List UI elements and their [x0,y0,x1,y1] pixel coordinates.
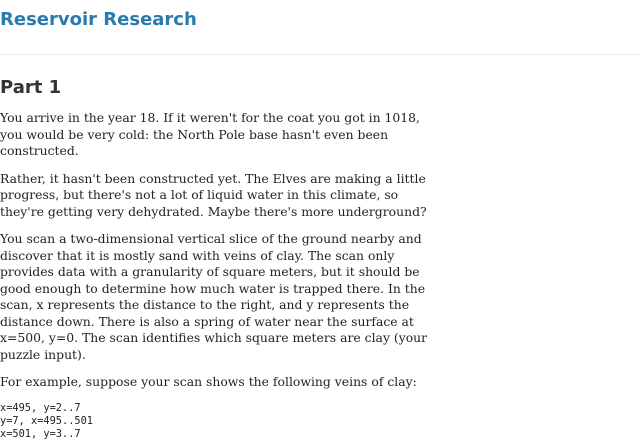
code-line: y=7, x=495..501 [0,414,93,427]
context-paragraph: Rather, it hasn't been constructed yet. The Elves are making a little progress, but there's not a lot of liquid water in this climate, so they're getting very dehydrated. Maybe there's more underground? [0,170,427,219]
site-title-link[interactable]: Reservoir Research [0,9,197,30]
code-line: x=495, y=2..7 [0,401,81,414]
puzzle-article [0,76,440,441]
example-intro-paragraph: For example, suppose your scan shows the following veins of clay: [0,374,417,389]
part-heading: Part 1 [0,77,62,98]
site-header [0,0,640,55]
code-line: x=501, y=3..7 [0,427,81,440]
example-code-block [0,402,440,441]
scan-description-paragraph: You scan a two-dimensional vertical slice of the ground nearby and discover that it is mostly sand with veins of clay. The scan only provides data with a granularity of square meters, but it should be good enough to determine how much water is trapped there. In the scan, x represents the distance to the right, and y represents the distance down. There is also a spring of water near the surface at x=500, y=0. The scan identifies which square meters are clay (your puzzle input). [0,231,428,362]
intro-paragraph: You arrive in the year 18. If it weren't for the coat you got in 1018, you would be very cold: the North Pole base hasn't even been constructed. [0,110,420,158]
